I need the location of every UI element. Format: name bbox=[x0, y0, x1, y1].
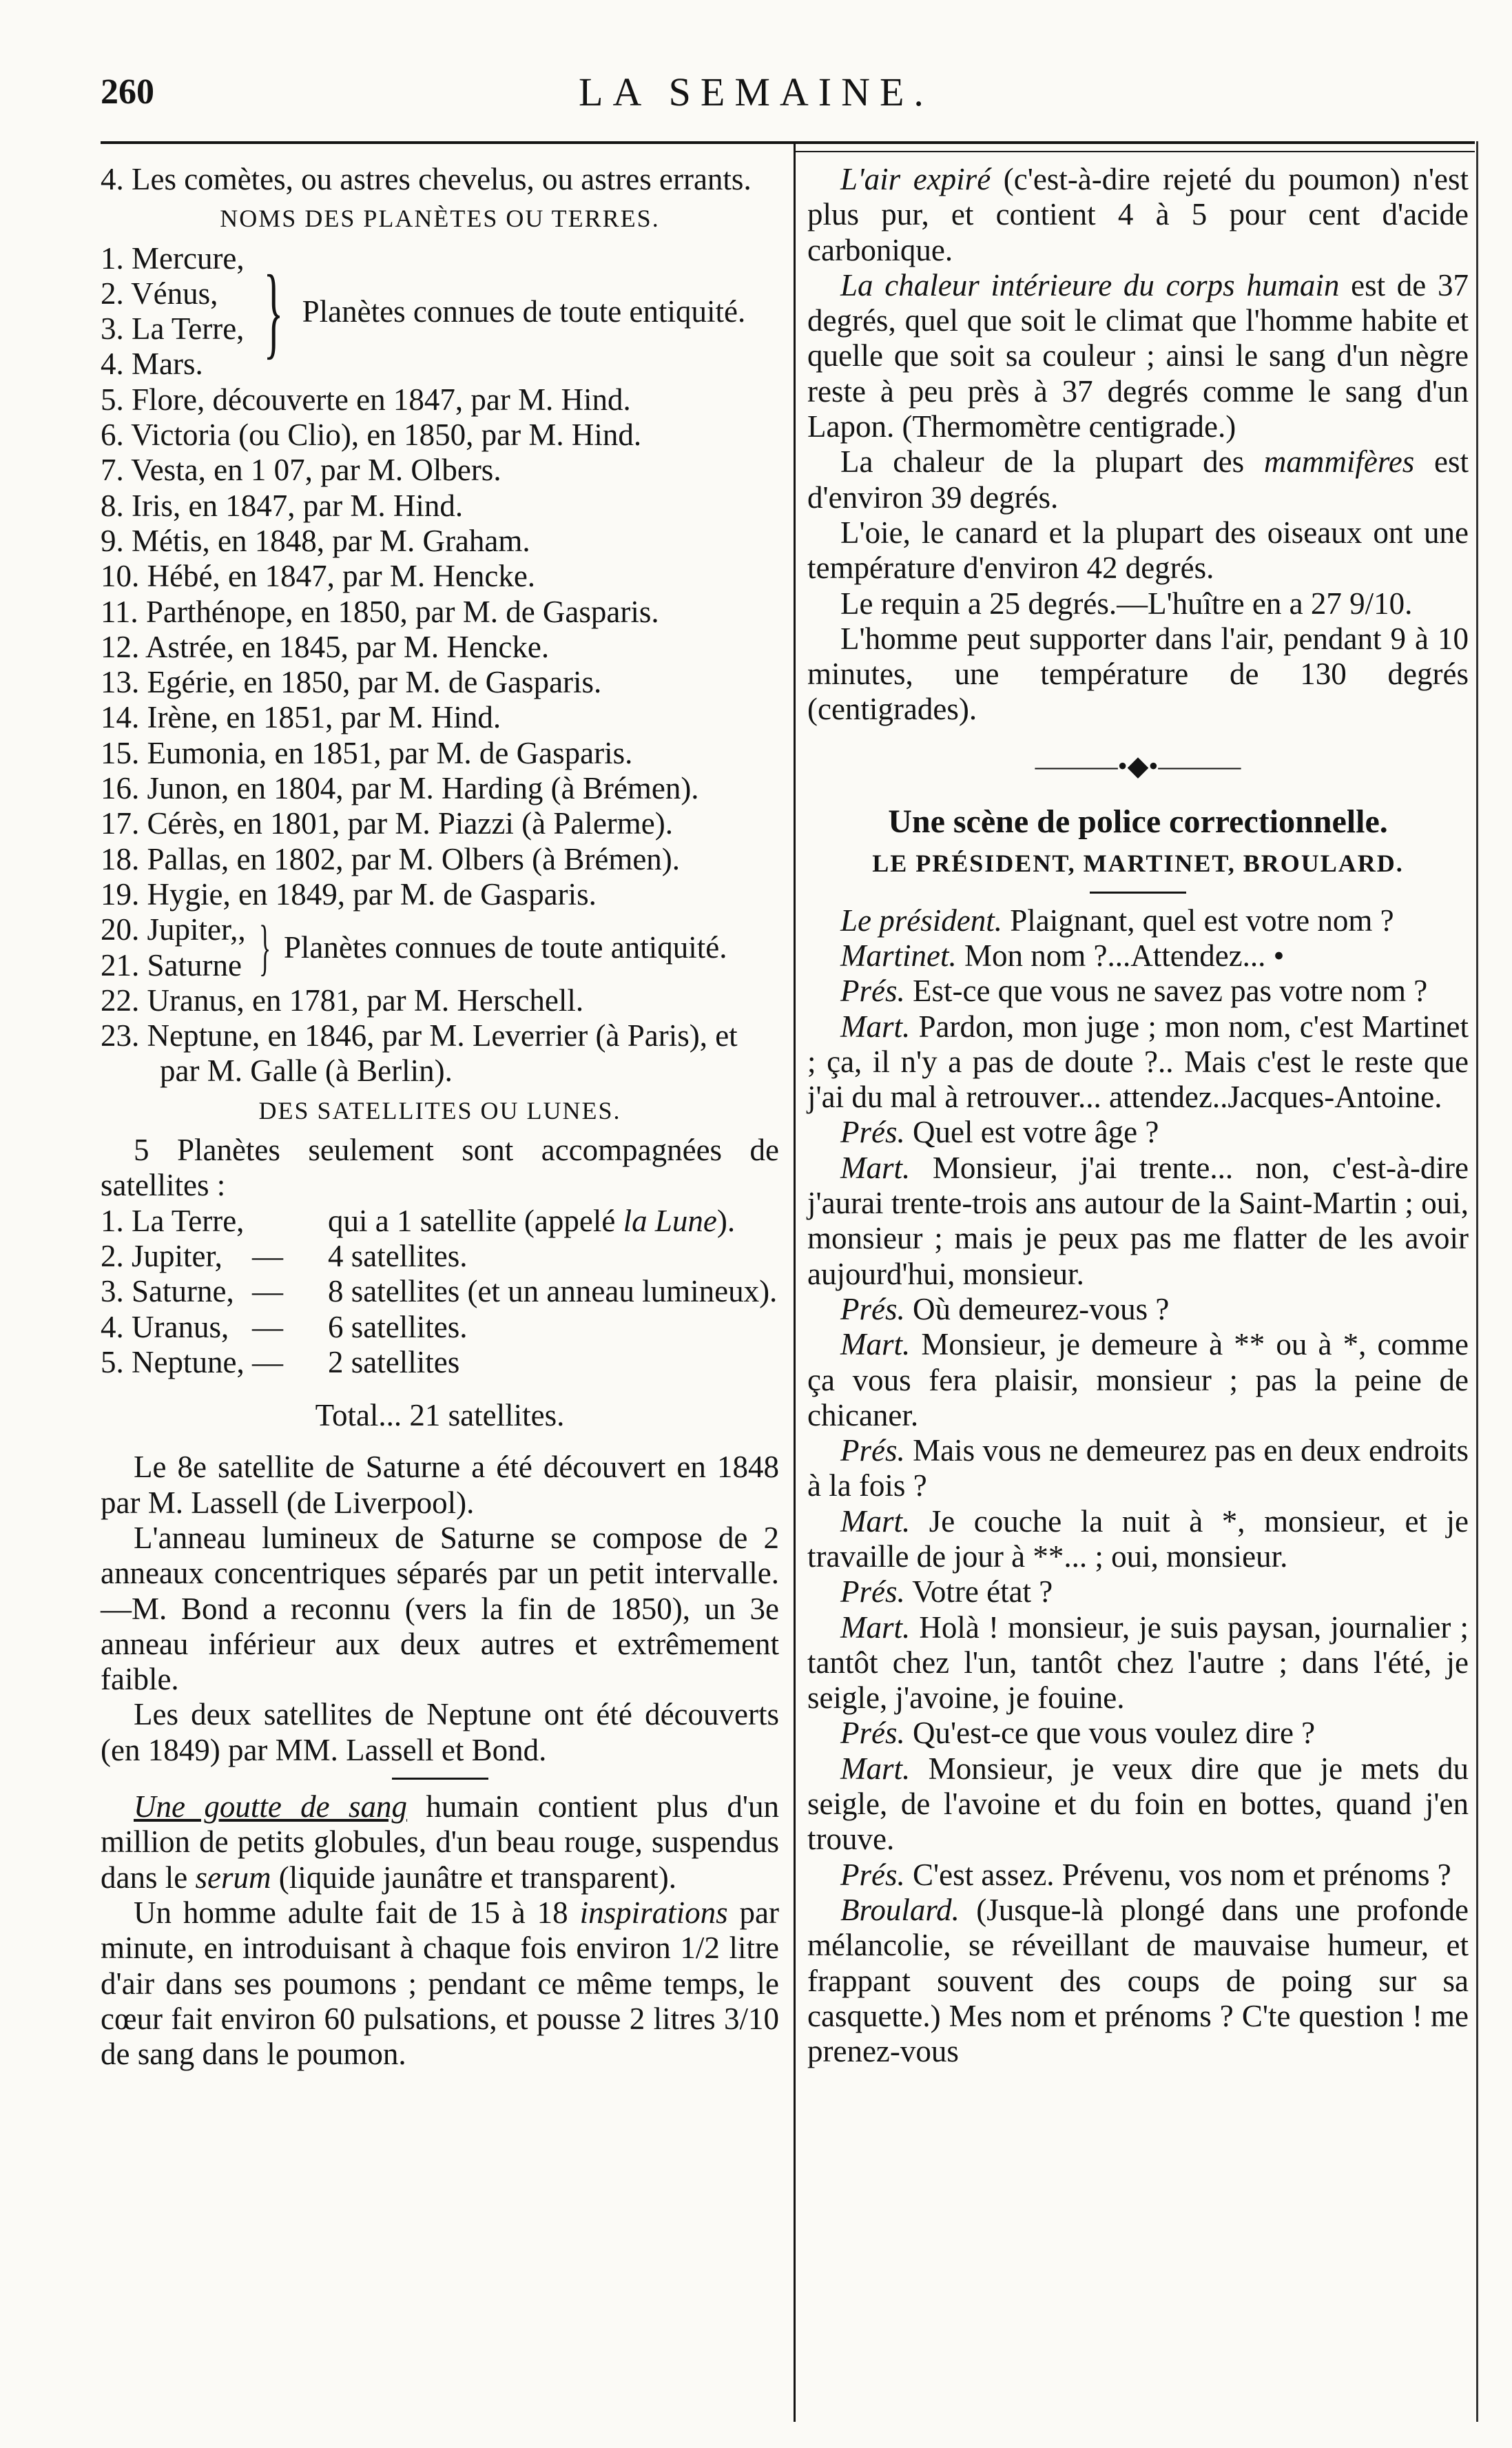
planet-item: 21. Saturne bbox=[101, 947, 242, 983]
planet-list bbox=[101, 382, 779, 912]
planet-item: 6. Victoria (ou Clio), en 1850, par M. Hind. bbox=[101, 418, 642, 453]
planet-item: 5. Flore, découverte en 1847, par M. Hind. bbox=[101, 382, 631, 417]
planet-item: 2. Vénus, bbox=[101, 276, 218, 311]
blood-paragraph: Une goutte de sang humain contient plus d'un million de petits globules, d'un beau rouge, suspendus dans le serum (liquide jaunâtre et transparent). bbox=[101, 1789, 779, 1895]
satellite-count: 8 satellites (et un anneau lumineux). bbox=[328, 1274, 778, 1309]
dialogue-line: Prés. Votre état ? bbox=[840, 1574, 1053, 1609]
brace-icon: } bbox=[258, 913, 271, 982]
air-paragraph: L'air expiré (c'est-à-dire rejeté du poumon) n'est plus pur, et contient 4 à 5 pour cent d'acide carbonique. bbox=[807, 162, 1469, 267]
satellite-count: 4 satellites. bbox=[328, 1238, 468, 1273]
page-edge-rule bbox=[1476, 141, 1478, 2422]
planet-item: 14. Irène, en 1851, par M. Hind. bbox=[101, 700, 501, 735]
known-planets-group bbox=[101, 912, 779, 983]
satellites-total: Total... 21 satellites. bbox=[315, 1398, 565, 1433]
planet-item: 18. Pallas, en 1802, par M. Olbers (à Brémen). bbox=[101, 841, 681, 876]
planet-item: 1. Mercure, bbox=[101, 240, 245, 276]
dialogue-line: Mart. Monsieur, j'ai trente... non, c'est-à-dire j'aurai trente-trois ans autour de la Saint-Martin ; oui, monsieur ; mais je peux pas me flatter de les avoir aujourd'hui, monsieur. bbox=[807, 1150, 1469, 1291]
left-column bbox=[101, 162, 779, 2072]
birds-paragraph: L'oie, le canard et la plupart des oiseaux ont une température d'environ 42 degrés. bbox=[807, 515, 1469, 586]
mammals-paragraph: La chaleur de la plupart des mammifères est d'environ 39 degrés. bbox=[807, 444, 1469, 515]
body-heat-paragraph: La chaleur intérieure du corps humain est de 37 degrés, quel que soit le climat que l'homme habite et quelle que soit sa couleur ; ainsi le sang d'un nègre reste à peu près à 37 degrés comme le sang d'un Lapon. (Thermomètre centigrade.) bbox=[807, 267, 1469, 444]
shark-paragraph: Le requin a 25 degrés.—L'huître en a 27 9/10. bbox=[840, 586, 1413, 621]
column-divider bbox=[794, 141, 796, 2422]
brace-icon: } bbox=[263, 254, 284, 369]
ancient-planets-list bbox=[101, 241, 245, 382]
satellites-intro: 5 Planètes seulement sont accompagnées de satellites : bbox=[101, 1133, 779, 1203]
planet-item: 15. Eumonia, en 1851, par M. de Gasparis. bbox=[101, 735, 633, 770]
planet-item: 23. Neptune, en 1846, par M. Leverrier (à Paris), et par M. Galle (à Berlin). bbox=[101, 1018, 738, 1089]
section-rule bbox=[1090, 892, 1186, 894]
planet-item: 22. Uranus, en 1781, par M. Herschell. bbox=[101, 983, 584, 1018]
planet-item: 20. Jupiter,, bbox=[101, 912, 246, 947]
ancient-planets-group bbox=[101, 241, 779, 382]
planet-item: 9. Métis, en 1848, par M. Graham. bbox=[101, 523, 530, 558]
satellites-heading: DES SATELLITES OU LUNES. bbox=[258, 1096, 621, 1124]
planet-item: 16. Junon, en 1804, par M. Harding (à Brémen). bbox=[101, 771, 699, 806]
scene-cast: LE PRÉSIDENT, MARTINET, BROULARD. bbox=[872, 850, 1404, 878]
comets-item: 4. Les comètes, ou astres chevelus, ou astres errants. bbox=[101, 162, 752, 196]
dialogue-line: Mart. Je couche la nuit à *, monsieur, et je travaille de jour à **... ; oui, monsieur. bbox=[807, 1503, 1469, 1574]
satellite-count: qui a 1 satellite (appelé la Lune). bbox=[328, 1203, 736, 1238]
ancient-planets-note: Planètes connues de toute entiquité. bbox=[302, 294, 746, 329]
planet-item: 12. Astrée, en 1845, par M. Hencke. bbox=[101, 629, 550, 664]
planet-item: 11. Parthénope, en 1850, par M. de Gasparis. bbox=[101, 594, 659, 629]
satellite-count: 6 satellites. bbox=[328, 1309, 468, 1344]
neptune-satellites-paragraph: Les deux satellites de Neptune ont été découverts (en 1849) par MM. Lassell et Bond. bbox=[101, 1697, 779, 1767]
dialogue-line: Mart. Pardon, mon juge ; mon nom, c'est Martinet ; ça, il n'y a pas de doute ?.. Mais c'est le reste que j'ai du mal à retrouver... attendez..Jacques-Antoine. bbox=[807, 1009, 1469, 1115]
ornament-divider-icon: ———•◆•——— bbox=[1035, 750, 1241, 781]
scene-title: Une scène de police correctionnelle. bbox=[888, 803, 1388, 841]
dialogue-line: Broulard. (Jusque-là plongé dans une profonde mélancolie, se réveillant de mauvaise humeur, et frappant souvent des coups de poing sur sa casquette.) Mes nom et prénoms ? C'te question ! me prenez-vous bbox=[807, 1892, 1469, 2069]
dialogue-line: Prés. C'est assez. Prévenu, vos nom et prénoms ? bbox=[840, 1857, 1451, 1892]
satellite-row bbox=[101, 1310, 779, 1345]
planet-item: 3. La Terre, bbox=[101, 311, 245, 347]
header-rule bbox=[101, 141, 1475, 144]
satellites-list bbox=[101, 1204, 779, 1380]
dialogue-line: Prés. Qu'est-ce que vous voulez dire ? bbox=[840, 1716, 1316, 1751]
planet-item: 17. Cérès, en 1801, par M. Piazzi (à Palerme). bbox=[101, 806, 673, 841]
satellite-dash: — bbox=[252, 1309, 283, 1344]
dialogue-line: Mart. Monsieur, je veux dire que je mets du seigle, de l'avoine et du foin en bottes, quand j'en trouve. bbox=[807, 1751, 1469, 1857]
dialogue-line: Prés. Où demeurez-vous ? bbox=[840, 1291, 1170, 1326]
dialogue-line: Le président. Plaignant, quel est votre nom ? bbox=[840, 903, 1394, 938]
satellite-row bbox=[101, 1345, 779, 1380]
running-title: LA SEMAINE. bbox=[579, 70, 933, 114]
satellite-dash: — bbox=[252, 1274, 283, 1309]
planet-item: 7. Vesta, en 1 07, par M. Olbers. bbox=[101, 453, 501, 488]
planet-item: 4. Mars. bbox=[101, 347, 203, 382]
planet-item: 19. Hygie, en 1849, par M. de Gasparis. bbox=[101, 876, 597, 912]
planets-heading: NOMS DES PLANÈTES OU TERRES. bbox=[220, 205, 660, 233]
planet-item: 8. Iris, en 1847, par M. Hind. bbox=[101, 488, 464, 523]
saturn-ring-paragraph: L'anneau lumineux de Saturne se compose de 2 anneaux concentriques séparés par un petit intervalle.—M. Bond a reconnu (vers la fin de 1850), un 3e anneau inférieur aux deux autres et extrêmement faible. bbox=[101, 1520, 779, 1697]
satellite-planet: 5. Neptune, bbox=[101, 1344, 245, 1379]
dialogue-line: Prés. Quel est votre âge ? bbox=[840, 1115, 1159, 1150]
human-tolerance-paragraph: L'homme peut supporter dans l'air, pendant 9 à 10 minutes, une température de 130 degrés (centigrades). bbox=[807, 621, 1469, 727]
dialogue-line: Prés. Est-ce que vous ne savez pas votre nom ? bbox=[840, 974, 1428, 1009]
satellite-row bbox=[101, 1204, 779, 1239]
known-planets-list bbox=[101, 912, 246, 983]
satellite-planet: 4. Uranus, bbox=[101, 1309, 229, 1344]
breathing-paragraph: Un homme adulte fait de 15 à 18 inspirations par minute, en introduisant à chaque fois environ 1/2 litre d'air dans ses poumons ; pendant ce même temps, le cœur fait environ 60 pulsations, et pousse 2 litres 3/10 de sang dans le poumon. bbox=[101, 1895, 779, 2072]
satellite-planet: 2. Jupiter, bbox=[101, 1238, 222, 1273]
satellite-dash: — bbox=[252, 1344, 283, 1379]
planet-item: 13. Egérie, en 1850, par M. de Gasparis. bbox=[101, 665, 602, 700]
dialogue bbox=[807, 903, 1469, 2070]
header-rule-secondary bbox=[796, 151, 1475, 152]
right-column bbox=[807, 162, 1469, 2069]
dialogue-line: Prés. Mais vous ne demeurez pas en deux endroits à la fois ? bbox=[807, 1433, 1469, 1503]
satellite-planet: 3. Saturne, bbox=[101, 1274, 234, 1309]
section-rule bbox=[392, 1778, 488, 1780]
page-number: 260 bbox=[101, 72, 154, 112]
known-planets-note: Planètes connues de toute antiquité. bbox=[283, 929, 727, 965]
satellite-dash: — bbox=[252, 1238, 283, 1273]
satellite-row bbox=[101, 1239, 779, 1274]
satellite-count: 2 satellites bbox=[328, 1344, 460, 1379]
satellite-row bbox=[101, 1274, 779, 1309]
dialogue-line: Mart. Monsieur, je demeure à ** ou à *, comme ça vous fera plaisir, monsieur ; pas la peine de chicaner. bbox=[807, 1327, 1469, 1432]
saturn-satellite-paragraph: Le 8e satellite de Saturne a été découvert en 1848 par M. Lassell (de Liverpool). bbox=[101, 1450, 779, 1520]
satellite-dash bbox=[252, 1204, 328, 1239]
planet-item: 10. Hébé, en 1847, par M. Hencke. bbox=[101, 559, 536, 594]
dialogue-line: Mart. Holà ! monsieur, je suis paysan, journalier ; tantôt chez l'un, tantôt chez l'autre ; dans l'été, je seigle, j'avoine, je fouine. bbox=[807, 1609, 1469, 1716]
satellite-planet: 1. La Terre, bbox=[101, 1203, 245, 1238]
dialogue-line: Martinet. Mon nom ?...Attendez... • bbox=[840, 938, 1285, 973]
